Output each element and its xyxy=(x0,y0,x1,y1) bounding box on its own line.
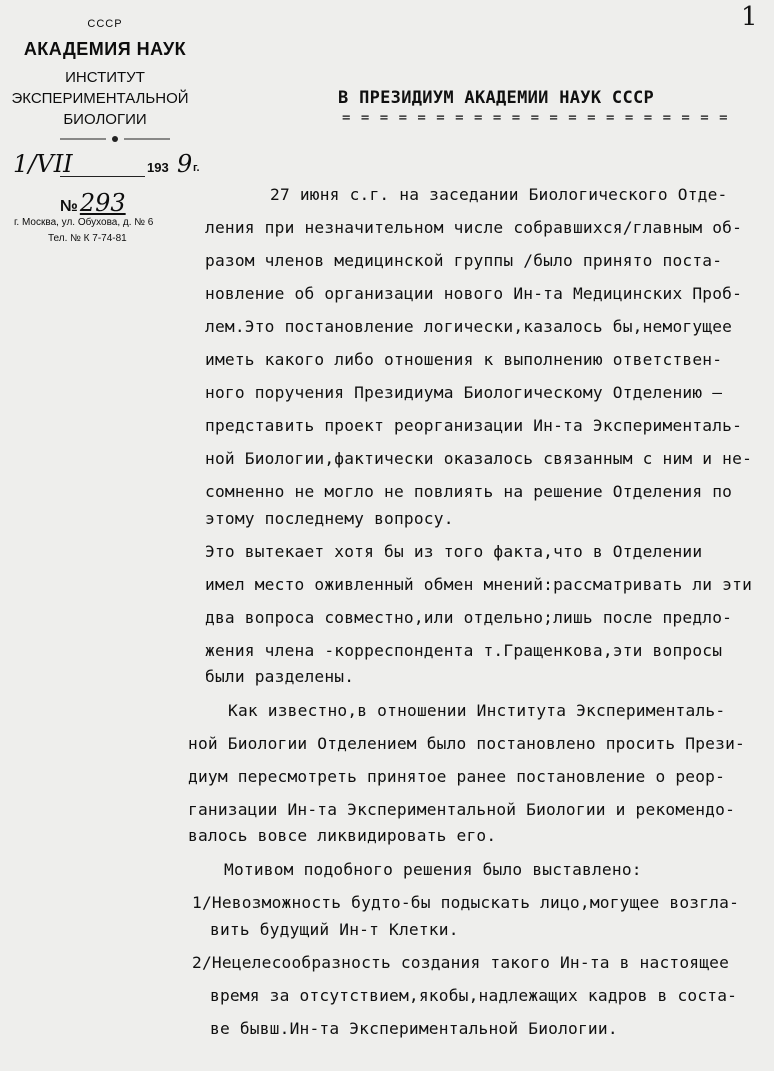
letterhead-date xyxy=(5,150,225,184)
year-suffix: г. xyxy=(193,162,200,174)
year-handwritten: 9 xyxy=(177,150,193,178)
body-line: ганизации Ин-та Экспериментальной Биологии и рекомендо- xyxy=(188,800,736,819)
body-line: диум пересмотреть принятое ранее постановление о реор- xyxy=(188,767,726,786)
letterhead-academy: АКАДЕМИЯ НАУК xyxy=(23,39,187,59)
document-number xyxy=(60,189,126,217)
number-handwritten: 293 xyxy=(79,189,126,217)
body-line: Это вытекает хотя бы из того факта,что в Отделении xyxy=(205,542,703,561)
letterhead-institute-line2: ЭКСПЕРИМЕНТАЛЬНОЙ xyxy=(11,90,189,107)
body-line: новление об организации нового Ин-та Медицинских Проб- xyxy=(205,284,743,303)
body-line: были разделены. xyxy=(205,667,355,686)
body-line: иметь какого либо отношения к выполнению ответствен- xyxy=(205,350,723,369)
body-line: вить будущий Ин-т Клетки. xyxy=(210,920,459,939)
letterhead-telephone: Тел. № К 7-74-81 xyxy=(48,233,127,244)
year-printed: 193 xyxy=(147,160,169,175)
body-line: 1/Невозможность будто-бы подыскать лицо,могущее возгла- xyxy=(192,893,740,912)
body-line: 27 июня с.г. на заседании Биологического Отде- xyxy=(270,185,728,204)
body-line: имел место оживленный обмен мнений:рассматривать ли эти xyxy=(205,575,753,594)
body-line: Мотивом подобного решения было выставлено: xyxy=(224,860,642,879)
body-line: представить проект реорганизации Ин-та Эксперименталь- xyxy=(205,416,743,435)
body-line: сомненно не могло не повлиять на решение Отделения по xyxy=(205,482,733,501)
body-line: этому последнему вопросу. xyxy=(205,509,454,528)
body-line: ного поручения Президиума Биологическому Отделению — xyxy=(205,383,723,402)
page-number: 1 xyxy=(741,2,758,32)
letterhead-ornament xyxy=(60,134,170,144)
body-line: разом членов медицинской группы /было принято поста- xyxy=(205,251,723,270)
letterhead-institute-line1: ИНСТИТУТ xyxy=(65,69,145,86)
body-line: ления при незначительном числе собравшихся/главным об- xyxy=(205,218,743,237)
body-line: время за отсутствием,якобы,надлежащих кадров в соста- xyxy=(210,986,738,1005)
body-line: лем.Это постановление логически,казалось бы,немогущее xyxy=(205,317,733,336)
number-label: № xyxy=(60,198,78,215)
body-line: жения члена -корреспондента т.Гращенкова,эти вопросы xyxy=(205,641,723,660)
date-handwritten: 1/VII xyxy=(13,150,73,178)
body-line: ве бывш.Ин-та Экспериментальной Биологии. xyxy=(210,1019,618,1038)
addressee-underline: = = = = = = = = = = = = = = = = = = = = = xyxy=(342,110,729,126)
letterhead-address: г. Москва, ул. Обухова, д. № 6 xyxy=(14,217,154,228)
body-line: ной Биологии,фактически оказалось связанным с ним и не- xyxy=(205,449,753,468)
body-line: ной Биологии Отделением было постановлено просить Прези- xyxy=(188,734,745,753)
body-line: валось вовсе ликвидировать его. xyxy=(188,826,497,845)
body-line: Как известно,в отношении Института Эксперименталь- xyxy=(228,701,726,720)
letterhead-institute-line3: БИОЛОГИИ xyxy=(63,111,147,128)
letterhead-country: СССР xyxy=(87,18,123,30)
body-line: два вопроса совместно,или отдельно;лишь после предло- xyxy=(205,608,733,627)
date-rule xyxy=(60,176,145,177)
addressee-heading: В ПРЕЗИДИУМ АКАДЕМИИ НАУК СССР xyxy=(338,88,655,108)
body-line: 2/Нецелесообразность создания такого Ин-та в настоящее xyxy=(192,953,730,972)
